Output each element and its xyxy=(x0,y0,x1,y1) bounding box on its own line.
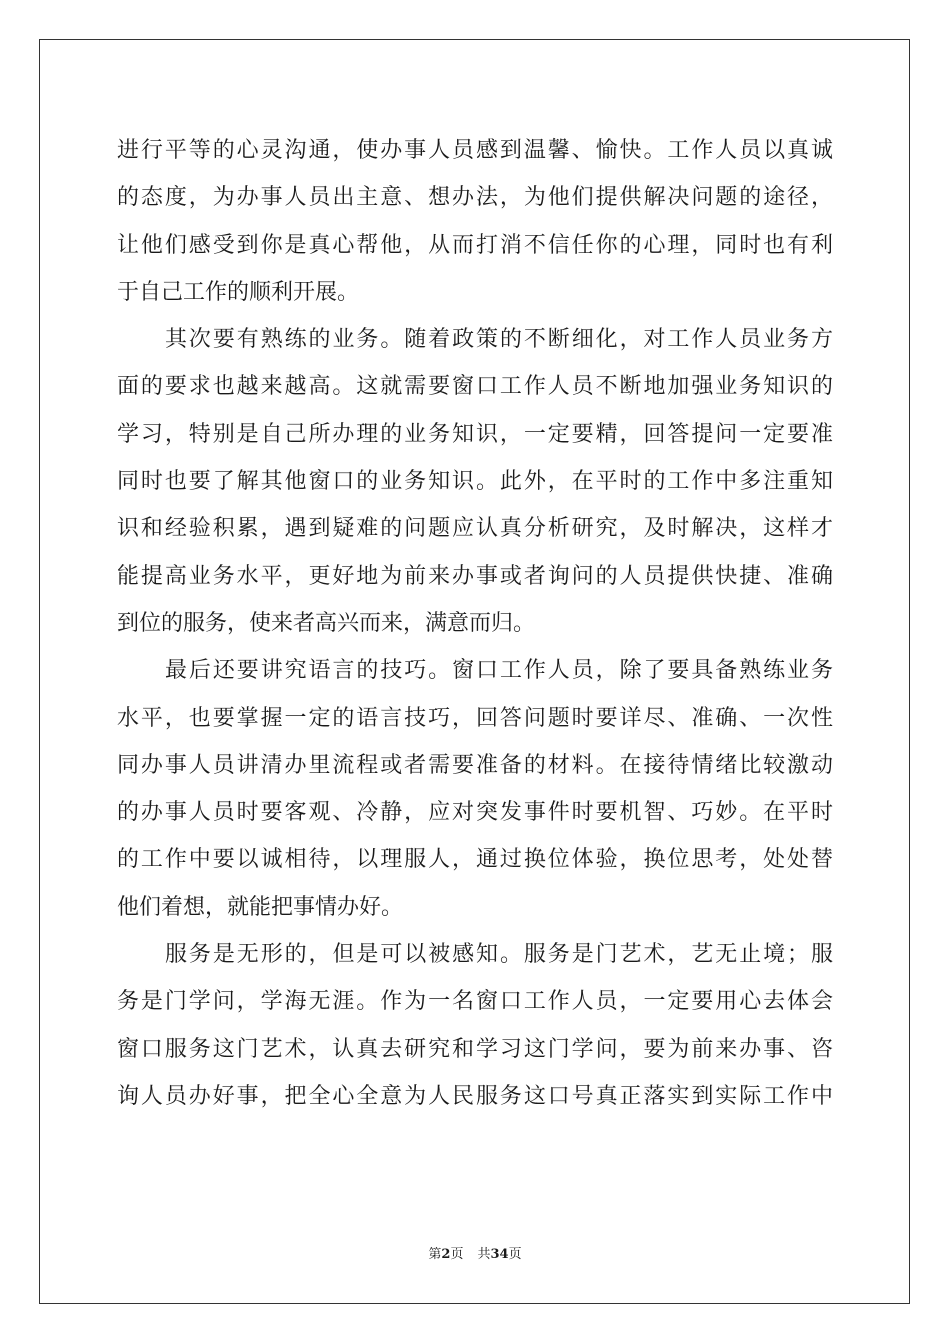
text-line: 进行平等的心灵沟通，使办事人员感到温馨、愉快。工作人员以真诚 xyxy=(117,138,833,163)
text-line: 面的要求也越来越高。这就需要窗口工作人员不断地加强业务知识的 xyxy=(117,374,833,400)
text-line: 于自己工作的顺利开展。 xyxy=(117,279,360,305)
text-line: 最后还要讲究语言的技巧。窗口工作人员，除了要具备熟练业务 xyxy=(165,658,833,684)
page-number: 2 xyxy=(441,1247,451,1262)
text-line: 服务是无形的，但是可以被感知。服务是门艺术，艺无止境；服 xyxy=(165,942,833,968)
text-line: 同办事人员讲清办里流程或者需要准备的材料。在接待情绪比较激动 xyxy=(117,752,833,778)
text-line: 务是门学问，学海无涯。作为一名窗口工作人员，一定要用心去体会 xyxy=(117,989,833,1015)
total-pages: 34 xyxy=(490,1247,509,1262)
text-line: 同时也要了解其他窗口的业务知识。此外，在平时的工作中多注重知 xyxy=(117,469,833,495)
text-line: 他们着想，就能把事情办好。 xyxy=(117,894,404,920)
text-line: 窗口服务这门艺术，认真去研究和学习这门学问，要为前来办事、咨 xyxy=(117,1036,833,1062)
text-line: 能提高业务水平，更好地为前来办事或者询问的人员提供快捷、准确 xyxy=(117,563,833,589)
text-line: 学习，特别是自己所办理的业务知识，一定要精，回答提问一定要准 xyxy=(117,421,833,447)
text-line: 的态度，为办事人员出主意、想办法，为他们提供解决问题的途径， xyxy=(117,185,833,211)
text-line: 让他们感受到你是真心帮他，从而打消不信任你的心理，同时也有利 xyxy=(117,232,833,258)
text-line: 到位的服务，使来者高兴而来，满意而归。 xyxy=(117,610,536,636)
text-line: 的工作中要以诚相待，以理服人，通过换位体验，换位思考，处处替 xyxy=(117,847,833,873)
text-line: 的办事人员时要客观、冷静，应对突发事件时要机智、巧妙。在平时 xyxy=(117,800,833,826)
total-suffix: 页 xyxy=(508,1247,522,1262)
text-line: 询人员办好事，把全心全意为人民服务这口号真正落实到实际工作中 xyxy=(117,1083,833,1109)
text-line: 其次要有熟练的业务。随着政策的不断细化，对工作人员业务方 xyxy=(165,327,833,353)
total-prefix: 共 xyxy=(477,1247,491,1262)
page-footer xyxy=(0,1246,950,1264)
page-prefix: 第 xyxy=(428,1247,442,1262)
text-line: 识和经验积累，遇到疑难的问题应认真分析研究，及时解决，这样才 xyxy=(117,516,833,542)
page-suffix: 页 xyxy=(450,1247,464,1262)
document-body xyxy=(117,127,833,1120)
text-line: 水平，也要掌握一定的语言技巧，回答问题时要详尽、准确、一次性 xyxy=(117,705,833,731)
